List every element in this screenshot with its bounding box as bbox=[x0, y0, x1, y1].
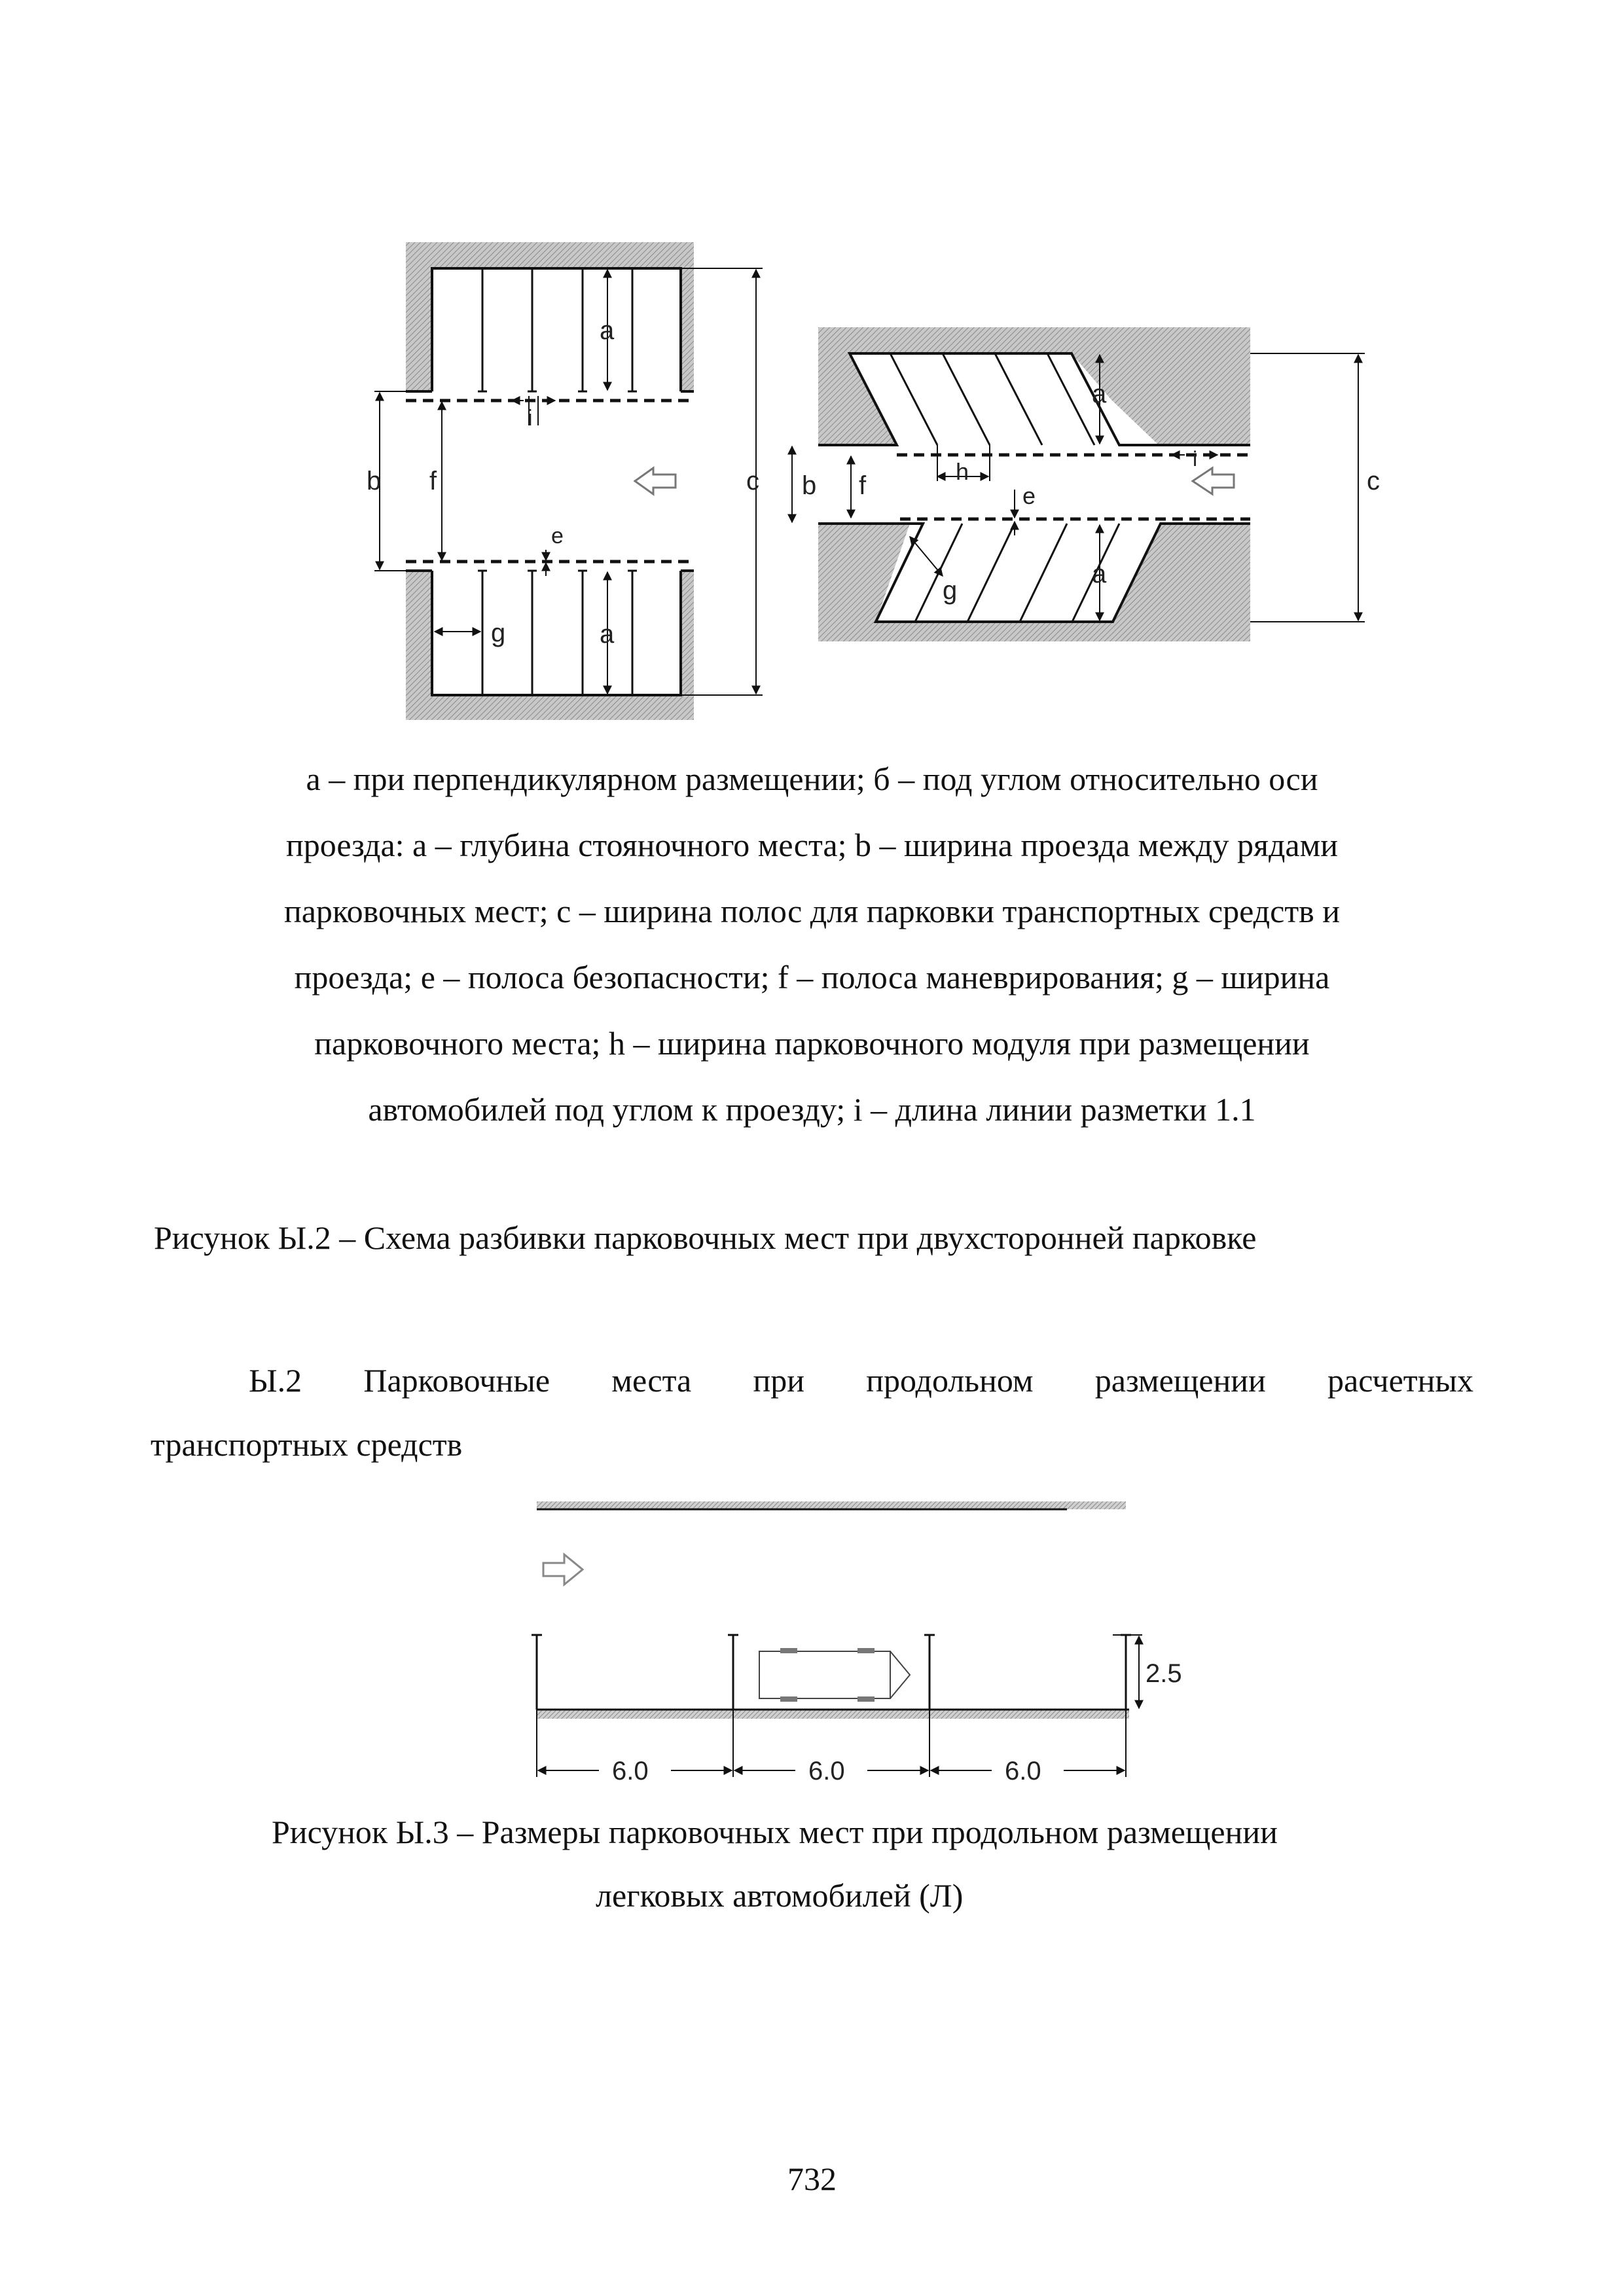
label-i-left: i bbox=[528, 406, 533, 431]
heading-word: продольном bbox=[866, 1362, 1034, 1399]
label-e-left: e bbox=[551, 524, 564, 548]
figure-2-legend bbox=[151, 746, 1473, 1143]
page-number: 732 bbox=[787, 2161, 837, 2197]
figure-3-title-line-2: легковых автомобилей (Л) bbox=[596, 1877, 964, 1914]
figure-2-title: Рисунок Ы.2 – Схема разбивки парковочных мест при двухсторонней парковке bbox=[154, 1219, 1257, 1256]
dimension-length-label: 6.0 bbox=[612, 1757, 649, 1785]
figure-3-title-line-1: Рисунок Ы.3 – Размеры парковочных мест при продольном размещении bbox=[272, 1814, 1278, 1850]
label-f-left: f bbox=[429, 467, 437, 495]
label-h-right: h bbox=[956, 458, 969, 485]
heading-word: размещении bbox=[1094, 1362, 1266, 1399]
label-c-right: c bbox=[1367, 467, 1380, 495]
heading-word: Ы.2 bbox=[249, 1362, 302, 1399]
direction-arrow-left-icon bbox=[635, 468, 676, 494]
heading-word: Парковочные bbox=[363, 1362, 550, 1399]
figure-2-diagram bbox=[367, 229, 1394, 733]
heading-word: места bbox=[611, 1362, 692, 1399]
dimension-length-label: 6.0 bbox=[808, 1757, 845, 1785]
label-a-right-bottom: a bbox=[1092, 560, 1107, 588]
legend-line: а – при перпендикулярном размещении; б – под углом относительно оси bbox=[306, 761, 1318, 797]
label-b-left: b bbox=[367, 467, 382, 495]
angled-layout bbox=[792, 327, 1380, 641]
label-c-left: c bbox=[746, 467, 759, 495]
car-icon bbox=[759, 1648, 910, 1702]
section-heading bbox=[151, 1348, 1473, 1477]
label-a-right-top: a bbox=[1092, 380, 1107, 408]
label-g-right: g bbox=[943, 576, 958, 605]
label-a-top: a bbox=[600, 316, 615, 345]
label-i-right: i bbox=[1193, 447, 1198, 471]
dimension-width-label: 2.5 bbox=[1146, 1659, 1182, 1688]
label-b-right: b bbox=[802, 471, 817, 500]
dimension-length-label: 6.0 bbox=[1005, 1757, 1041, 1785]
legend-line: автомобилей под углом к проезду; i – длина линии разметки 1.1 bbox=[368, 1091, 1256, 1128]
direction-arrow-right-icon bbox=[1193, 468, 1234, 494]
label-a-bottom: a bbox=[600, 620, 615, 649]
direction-arrow-icon bbox=[543, 1554, 583, 1585]
figure-3-diagram bbox=[524, 1492, 1211, 1800]
label-e-right: e bbox=[1022, 482, 1036, 509]
perpendicular-layout bbox=[367, 242, 763, 720]
heading-continuation: транспортных средств bbox=[151, 1426, 463, 1463]
label-g-left: g bbox=[491, 619, 506, 647]
legend-line: парковочного места; h – ширина парковочного модуля при размещении bbox=[314, 1025, 1310, 1062]
legend-line: парковочных мест; c – ширина полос для парковки транспортных средств и bbox=[283, 893, 1341, 929]
label-f-right: f bbox=[859, 471, 867, 500]
legend-line: проезда: a – глубина стояночного места; b – ширина проезда между рядами bbox=[286, 827, 1338, 863]
legend-line: проезда; e – полоса безопасности; f – полоса маневрирования; g – ширина bbox=[294, 959, 1330, 996]
heading-word: расчетных bbox=[1327, 1362, 1473, 1399]
heading-word: при bbox=[753, 1362, 804, 1399]
